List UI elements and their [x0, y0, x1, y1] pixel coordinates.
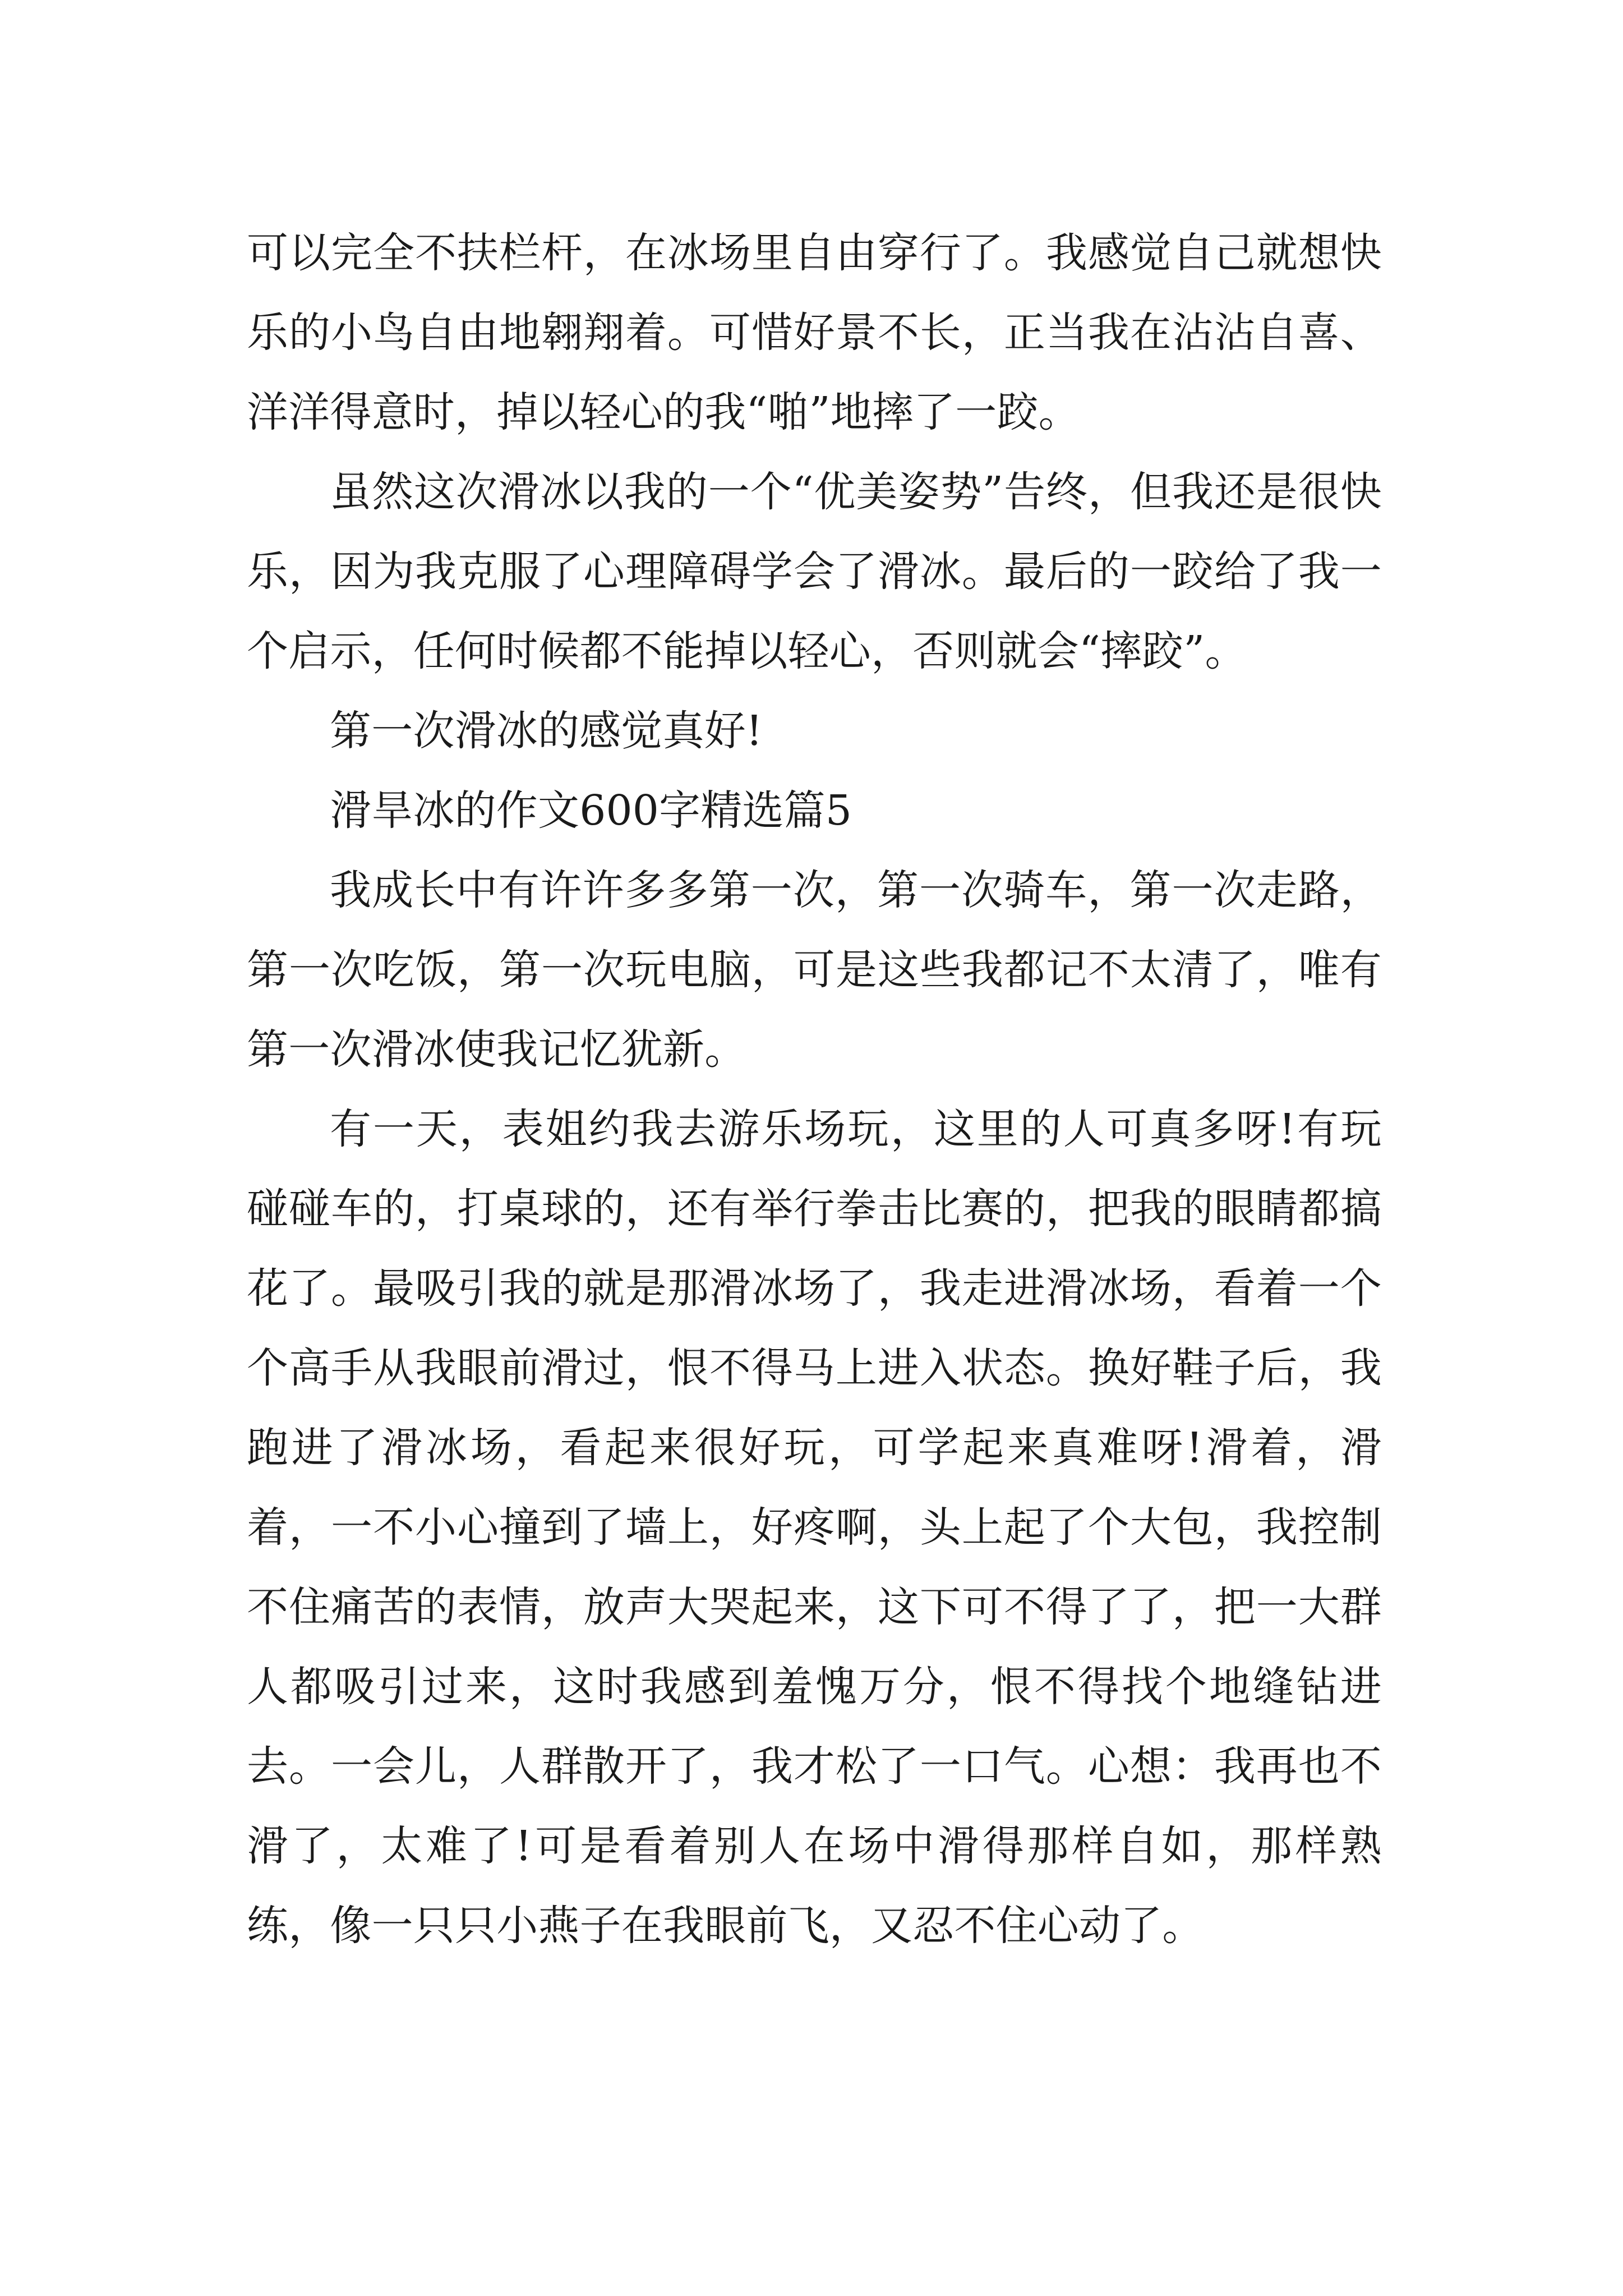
paragraph-conclusion: 虽然这次滑冰以我的一个“优美姿势”告终，但我还是很快乐，因为我克服了心理障碍学会了滑冰。最后的一跤给了我一个启示，任何时候都不能掉以轻心，否则就会“摔跤”。: [247, 468, 1382, 675]
paragraph-story: 有一天，表姐约我去游乐场玩，这里的人可真多呀!有玩碰碰车的，打桌球的，还有举行拳击比赛的，把我的眼睛都搞花了。最吸引我的就是那滑冰场了，我走进滑冰场，看着一个个高手从我眼前滑过，恨不得马上进入状态。换好鞋子后，我跑进了滑冰场，看起来很好玩，可学起来真难呀!滑着，滑着，一不小心撞到了墙上，好疼啊，头上起了个大包，我控制不住痛苦的表情，放声大哭起来，这下可不得了了，把一大群人都吸引过来，这时我感到羞愧万分，恨不得找个地缝钻进去。一会儿，人群散开了，我才松了一口气。心想：我再也不滑了，太难了!可是看着别人在场中滑得那样自如，那样熟练，像一只只小燕子在我眼前飞，又忍不住心动了。: [247, 1105, 1382, 1950]
paragraph-continuation: 可以完全不扶栏杆，在冰场里自由穿行了。我感觉自己就想快乐的小鸟自由地翱翔着。可惜好景不长，正当我在沾沾自喜、洋洋得意时，掉以轻心的我“啪”地摔了一跤。: [247, 229, 1382, 436]
paragraph-closing-line: 第一次滑冰的感觉真好!: [330, 707, 763, 755]
document-body: [247, 213, 1382, 1966]
paragraph-intro: 我成长中有许许多多第一次，第一次骑车，第一次走路，第一次吃饭，第一次玩电脑，可是这些我都记不太清了，唯有第一次滑冰使我记忆犹新。: [247, 866, 1382, 1074]
section-heading: 滑旱冰的作文600字精选篇5: [330, 786, 852, 835]
